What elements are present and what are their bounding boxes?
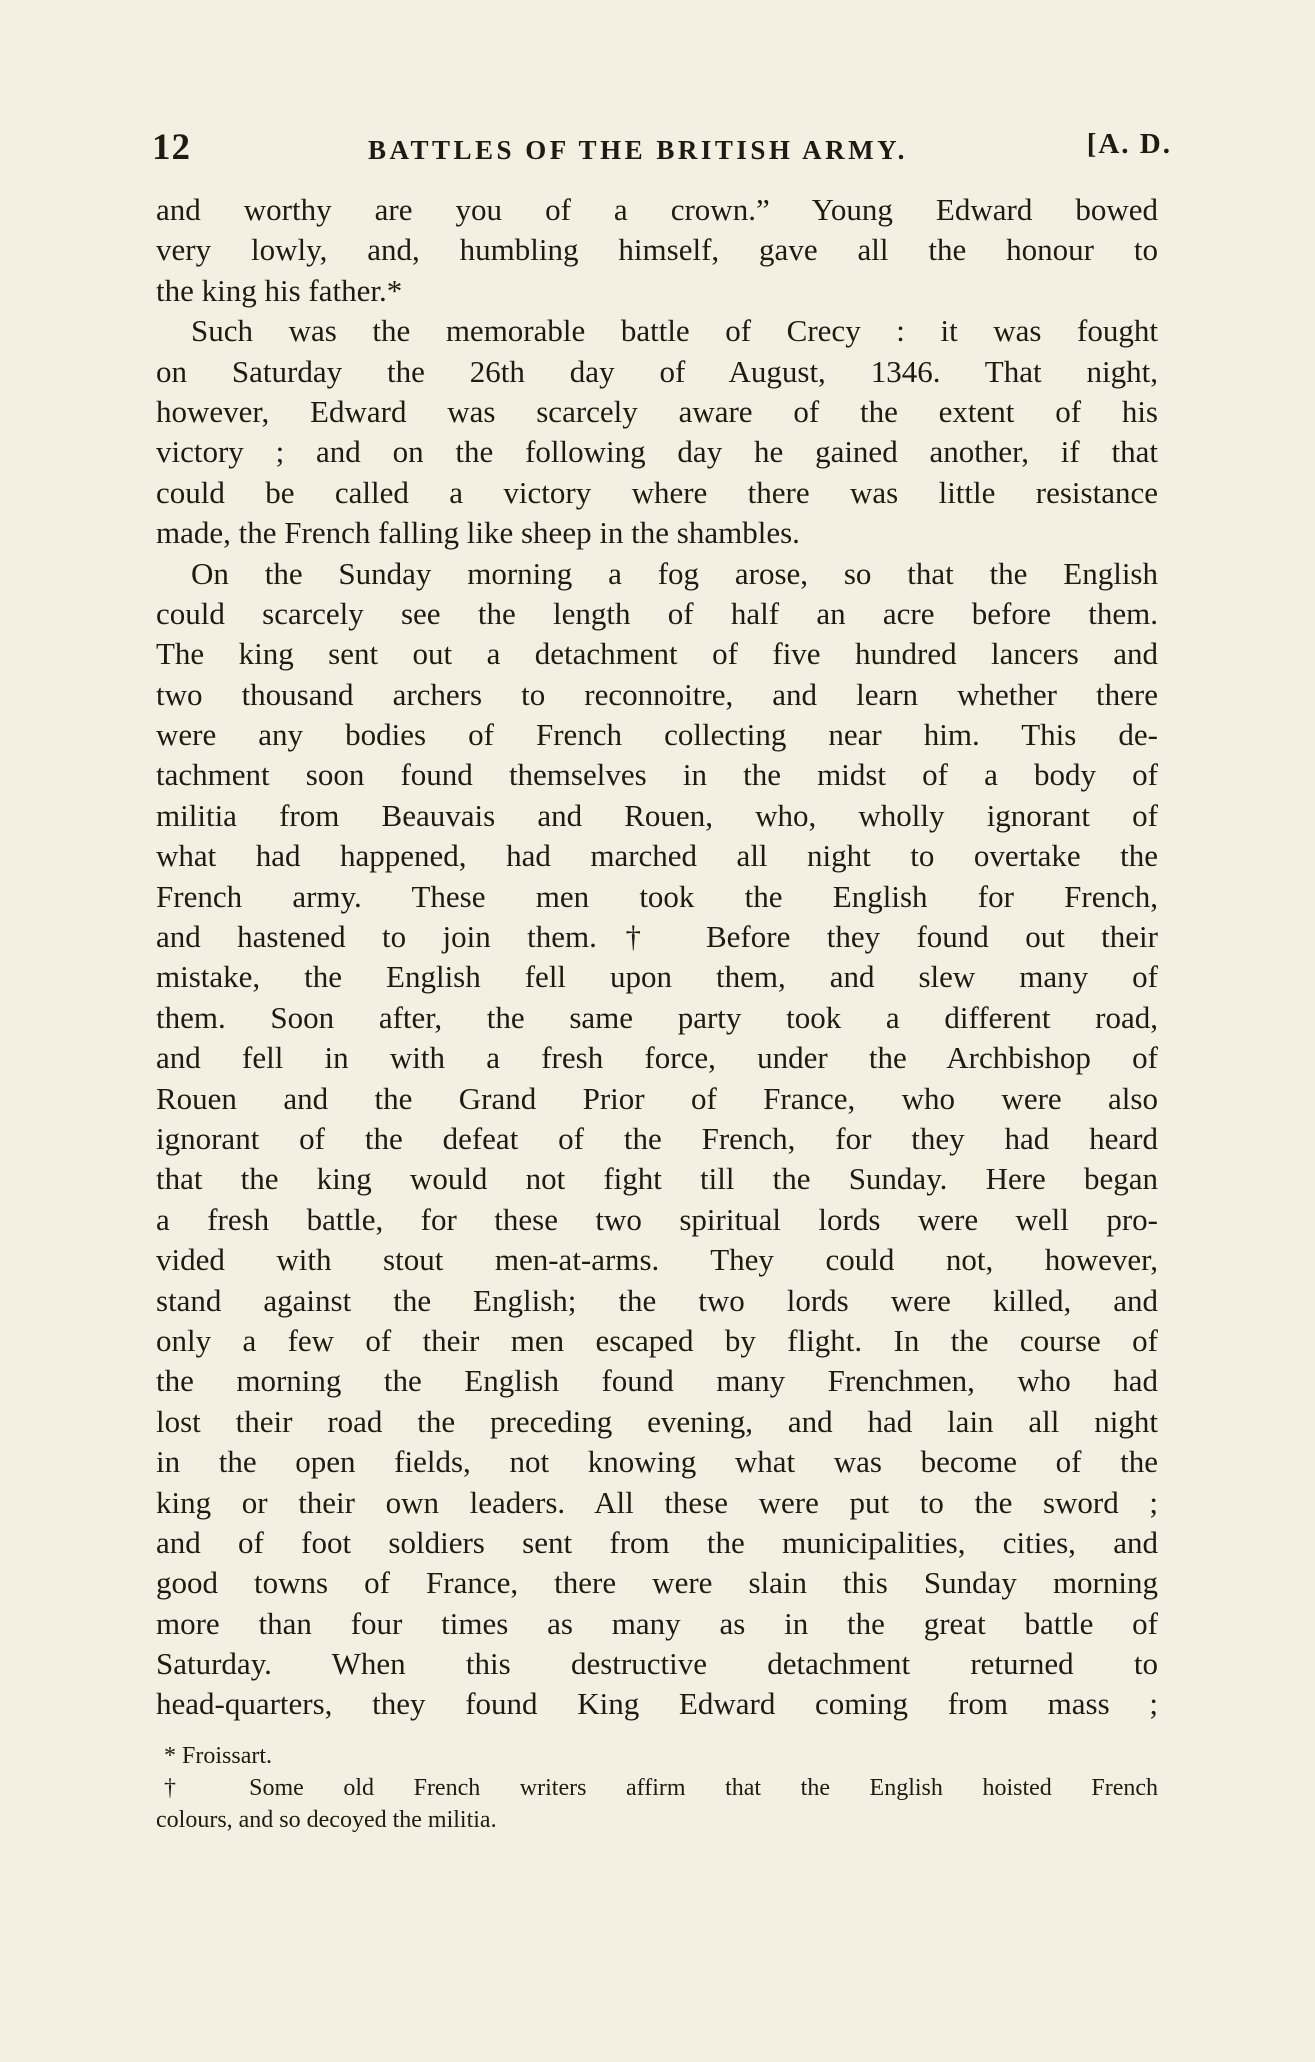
body-line: that the king would not fight till the Sunday. Here began [156, 1161, 1158, 1197]
page-number: 12 [152, 127, 191, 168]
footnote-line: * Froissart. [164, 1743, 272, 1769]
body-line: and of foot soldiers sent from the municipalities, cities, and [156, 1524, 1158, 1560]
page-header [152, 126, 1172, 176]
footnote-line: colours, and so decoyed the militia. [156, 1807, 497, 1833]
body-line: head-quarters, they found King Edward coming from mass ; [156, 1686, 1158, 1722]
body-line: on Saturday the 26th day of August, 1346. That night, [156, 353, 1158, 389]
body-line: could scarcely see the length of half an acre before them. [156, 595, 1158, 631]
body-line: good towns of France, there were slain this Sunday morning [156, 1565, 1158, 1601]
body-line: the morning the English found many Frenchmen, who had [156, 1363, 1158, 1399]
body-line: victory ; and on the following day he gained another, if that [156, 434, 1158, 470]
body-line: could be called a victory where there was little resistance [156, 474, 1158, 510]
body-line: a fresh battle, for these two spiritual lords were well pro- [156, 1201, 1158, 1237]
body-line: The king sent out a detachment of five hundred lancers and [156, 636, 1158, 672]
body-line: Such was the memorable battle of Crecy : it was fought [191, 313, 1158, 349]
body-line: and fell in with a fresh force, under the Archbishop of [156, 1040, 1158, 1076]
body-line: Rouen and the Grand Prior of France, who were also [156, 1080, 1158, 1116]
footnote-line: † Some old French writers affirm that the English hoisted French [164, 1775, 1158, 1801]
body-line: in the open fields, not knowing what was become of the [156, 1444, 1158, 1480]
body-line: militia from Beauvais and Rouen, who, wholly ignorant of [156, 797, 1158, 833]
body-line: Saturday. When this destructive detachment returned to [156, 1646, 1158, 1682]
body-line: and hastened to join them.† Before they found out their [156, 919, 1158, 955]
era-mark: [A. D. [1086, 128, 1172, 160]
body-line: only a few of their men escaped by flight. In the course of [156, 1322, 1158, 1358]
body-line: and worthy are you of a crown.” Young Edward bowed [156, 192, 1158, 227]
body-line: French army. These men took the English for French, [156, 878, 1158, 914]
body-line: mistake, the English fell upon them, and slew many of [156, 959, 1158, 995]
body-line: them. Soon after, the same party took a different road, [156, 999, 1158, 1035]
body-line: what had happened, had marched all night to overtake the [156, 838, 1158, 874]
body-line: ignorant of the defeat of the French, for they had heard [156, 1120, 1158, 1156]
body-line: were any bodies of French collecting near him. This de- [156, 717, 1158, 753]
body-line: made, the French falling like sheep in the shambles. [156, 515, 800, 551]
body-line: On the Sunday morning a fog arose, so that the English [191, 555, 1158, 591]
running-title: BATTLES OF THE BRITISH ARMY. [368, 135, 908, 165]
body-text [156, 190, 1158, 1725]
footnotes [156, 1740, 1158, 1836]
body-line: however, Edward was scarcely aware of the extent of his [156, 393, 1158, 429]
body-line: the king his father.* [156, 272, 403, 308]
body-line: king or their own leaders. All these were put to the sword ; [156, 1484, 1158, 1520]
body-line: more than four times as many as in the great battle of [156, 1605, 1158, 1641]
body-line: lost their road the preceding evening, and had lain all night [156, 1403, 1158, 1439]
body-line: stand against the English; the two lords were killed, and [156, 1282, 1158, 1318]
body-line: tachment soon found themselves in the midst of a body of [156, 757, 1158, 793]
body-line: two thousand archers to reconnoitre, and learn whether there [156, 676, 1158, 712]
body-line: vided with stout men-at-arms. They could not, however, [156, 1242, 1158, 1278]
body-line: very lowly, and, humbling himself, gave all the honour to [156, 232, 1158, 268]
